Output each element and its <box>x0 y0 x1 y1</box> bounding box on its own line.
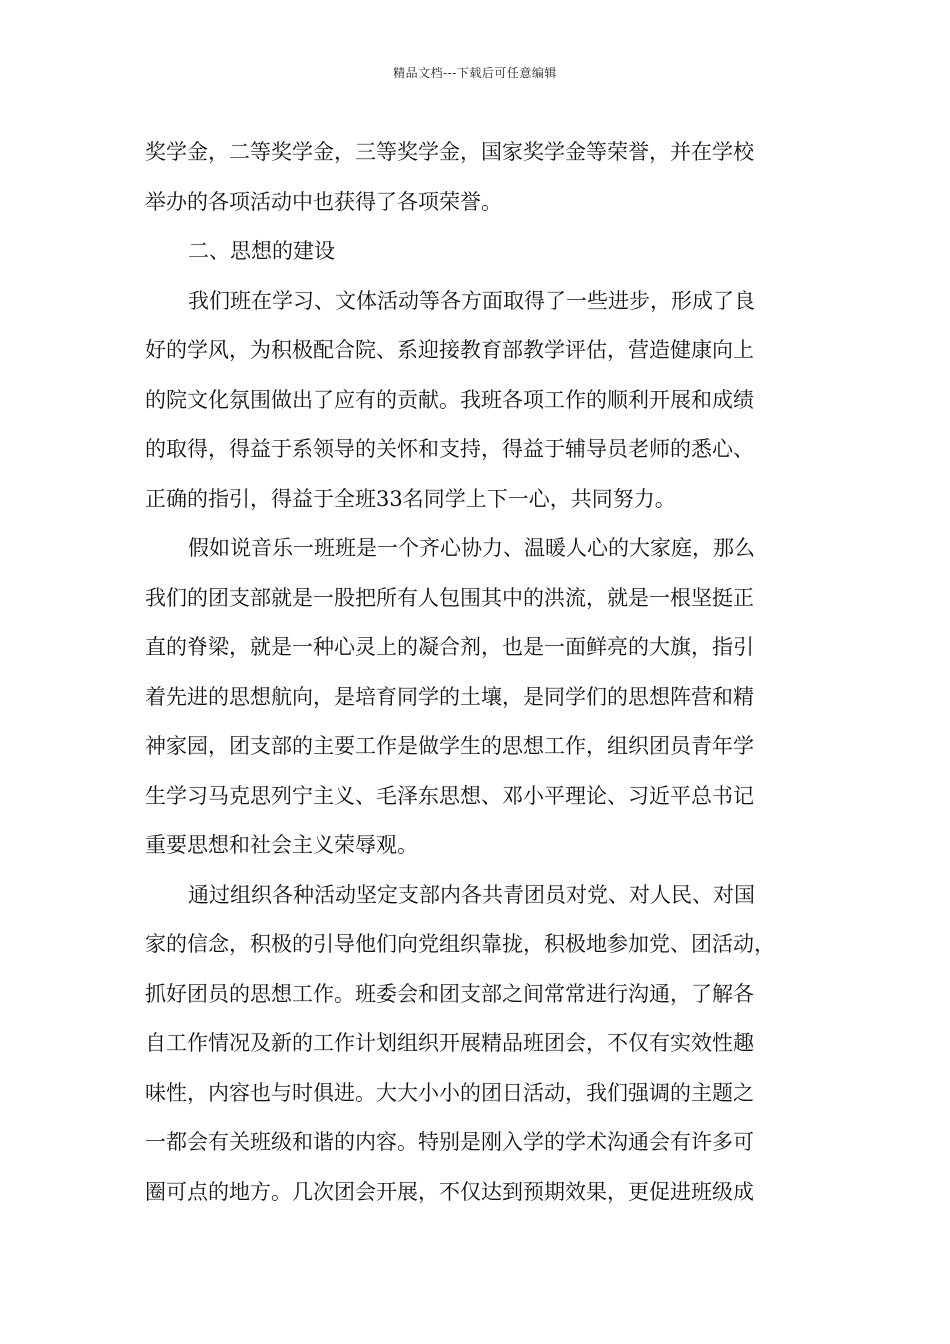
text-line: 家的信念，积极的引导他们向党组织靠拢，积极地参加党、团活动， <box>145 932 775 956</box>
text-line: 好的学风，为积极配合院、系迎接教育部教学评估，营造健康向上 <box>145 338 754 362</box>
text-line: 正确的指引，得益于全班33名同学上下一心，共同努力。 <box>145 486 676 511</box>
text-line: 直的脊梁，就是一种心灵上的凝合剂，也是一面鲜亮的大旗，指引 <box>145 635 754 659</box>
text-line: 一都会有关班级和谐的内容。特别是刚入学的学术沟通会有许多可 <box>145 1130 754 1154</box>
text-line: 举办的各项活动中也获得了各项荣誉。 <box>145 189 502 214</box>
text-line: 重要思想和社会主义荣辱观。 <box>145 833 418 857</box>
document-body <box>145 128 825 1217</box>
text-line: 我们班在学习、文体活动等各方面取得了一些进步，形成了良 <box>188 288 755 313</box>
text-line: 假如说音乐一班班是一个齐心协力、温暖人心的大家庭，那么 <box>188 536 755 560</box>
text-line: 生学习马克思列宁主义、毛泽东思想、邓小平理论、习近平总书记 <box>145 783 754 808</box>
text-line: 的院文化氛围做出了应有的贡献。我班各项工作的顺利开展和成绩 <box>145 387 754 412</box>
section-heading: 二、思想的建设 <box>188 239 335 263</box>
text-line: 通过组织各种活动坚定支部内各共青团员对党、对人民、对国 <box>188 882 755 907</box>
text-line: 圈可点的地方。几次团会开展，不仅达到预期效果，更促进班级成 <box>145 1179 754 1204</box>
text-line: 自工作情况及新的工作计划组织开展精品班团会，不仅有实效性趣 <box>145 1031 754 1055</box>
page-header: 精品文档---下载后可任意编辑 <box>393 66 557 80</box>
text-line: 神家园，团支部的主要工作是做学生的思想工作，组织团员青年学 <box>145 734 754 758</box>
text-line: 的取得，得益于系领导的关怀和支持，得益于辅导员老师的悉心、 <box>145 437 754 461</box>
text-line: 着先进的思想航向，是培育同学的土壤，是同学们的思想阵营和精 <box>145 684 754 709</box>
text-line: 奖学金，二等奖学金，三等奖学金，国家奖学金等荣誉，并在学校 <box>145 140 754 164</box>
text-line: 我们的团支部就是一股把所有人包围其中的洪流，就是一根坚挺正 <box>145 585 754 610</box>
text-line: 抓好团员的思想工作。班委会和团支部之间常常进行沟通，了解各 <box>145 981 754 1006</box>
text-line: 味性，内容也与时俱进。大大小小的团日活动，我们强调的主题之 <box>145 1080 754 1105</box>
